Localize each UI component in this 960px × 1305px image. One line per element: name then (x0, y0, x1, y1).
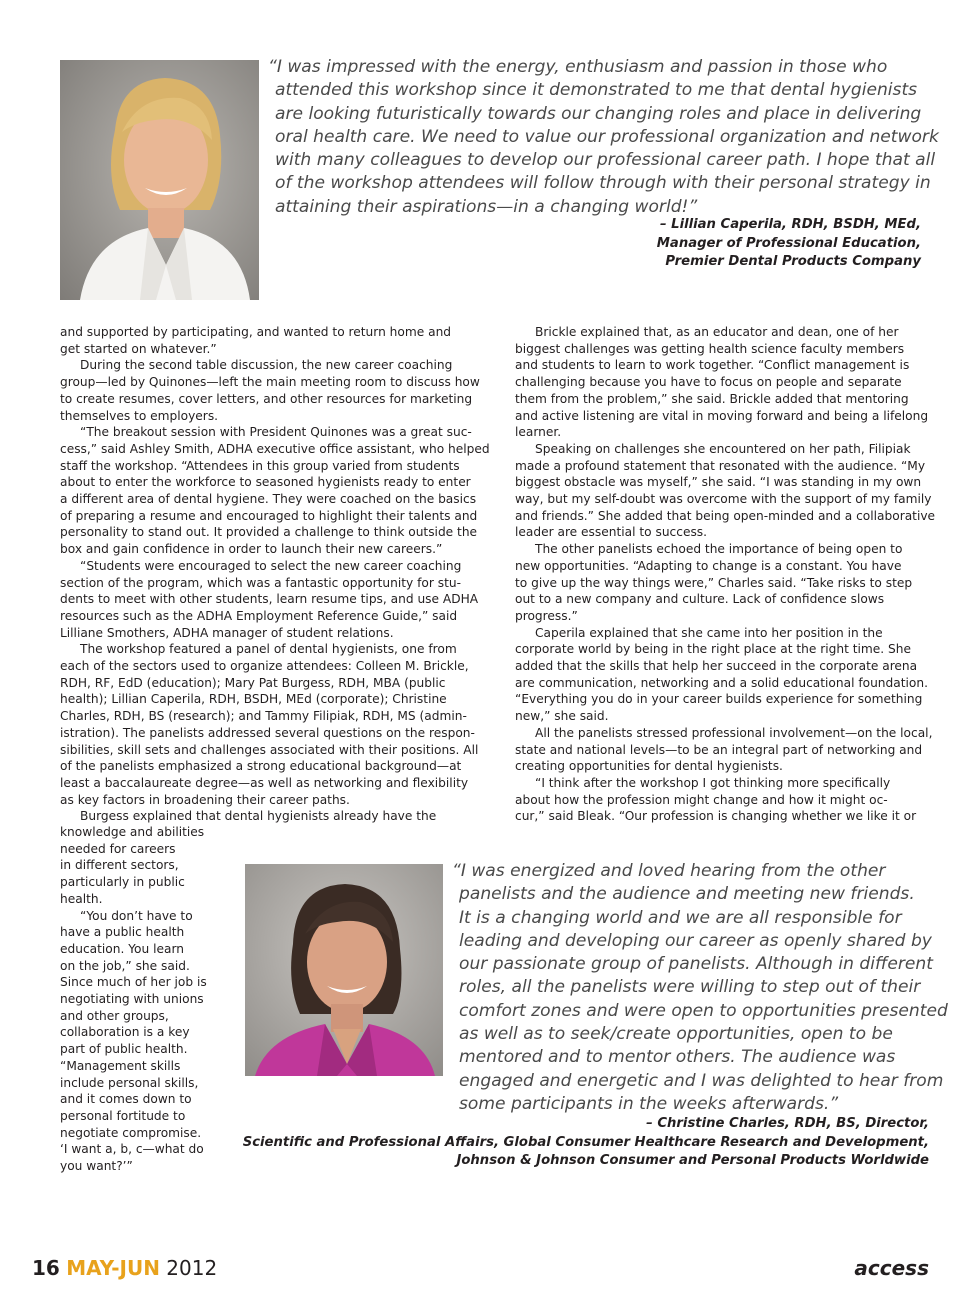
body-text-line: ‘I want a, b, c—what do (60, 1142, 204, 1157)
body-text-line: added that the skills that help her succeed in the corporate arena (515, 659, 918, 674)
body-text-line: negotiating with unions (60, 992, 204, 1007)
body-text-line: personality to stand out. It provided a challenge to think outside the (60, 525, 478, 540)
body-text-line: a different area of dental hygiene. They were coached on the basics (60, 492, 477, 507)
body-text-line: you want?’” (60, 1159, 133, 1174)
body-text-line: “The breakout session with President Quinones was a great suc- (80, 425, 472, 440)
body-text-line: progress.” (515, 608, 578, 623)
quote-line: attaining their aspirations—in a changing world!” (275, 196, 698, 217)
body-text-line: of preparing a resume and encouraged to highlight their talents and (60, 508, 478, 523)
body-text-line: collaboration is a key (60, 1025, 190, 1040)
body-text-line: health); Lillian Caperila, RDH, BSDH, MEd (corporate); Christine (60, 692, 447, 707)
body-text-line: are communication, networking and a solid educational foundation. (515, 675, 928, 690)
body-text-line: group—led by Quinones—left the main meeting room to discuss how (60, 375, 480, 390)
body-text-line: “Management skills (60, 1058, 181, 1073)
body-text-line: Speaking on challenges she encountered on her path, Filipiak (535, 441, 911, 456)
body-text-line: state and national levels—to be an integral part of networking and (515, 742, 923, 757)
quote-line: comfort zones and were open to opportunities presented (459, 1000, 948, 1021)
body-text-line: Charles, RDH, BS (research); and Tammy Filipiak, RDH, MS (admin- (60, 709, 467, 724)
body-text-line: biggest challenges was getting health science faculty members (515, 341, 905, 356)
body-text-line: and it comes down to (60, 1092, 192, 1107)
body-text-line: new,” she said. (515, 709, 609, 724)
body-text-line: and students to learn to work together. “Conflict management is (515, 358, 910, 373)
body-text-line: education. You learn (60, 941, 184, 956)
body-text-line: and supported by participating, and wanted to return home and (60, 325, 452, 339)
body-text-line: made a profound statement that resonated with the audience. “My (515, 458, 926, 473)
body-text-line: personal fortitude to (60, 1108, 186, 1123)
body-text-line: have a public health (60, 925, 185, 940)
body-text-line: in different sectors, (60, 858, 179, 873)
quote-line: with many colleagues to develop our professional career path. I hope that all (275, 150, 936, 171)
body-text-line: themselves to employers. (60, 408, 219, 423)
body-text-line: get started on whatever.” (60, 341, 217, 356)
quote-line: as well as to seek/create opportunities, open to be (459, 1024, 893, 1045)
attribution-line: Premier Dental Products Company (665, 254, 921, 270)
body-text-line: cur,” said Bleak. “Our profession is changing whether we like it or (515, 809, 917, 824)
portrait-photo-caperila (60, 60, 259, 300)
attribution-line: Manager of Professional Education, (656, 235, 921, 251)
quote-line: mentored and to mentor others. The audience was (459, 1047, 896, 1068)
body-text-line: to create resumes, cover letters, and other resources for marketing (60, 391, 473, 406)
portrait-charles-image (245, 864, 443, 1076)
quote-line: oral health care. We need to value our professional organization and network (275, 126, 939, 147)
pull-quote-charles (452, 860, 948, 1116)
body-text-line: knowledge and abilities (60, 825, 205, 839)
body-text-line: of the panelists emphasized a strong educational background—at (60, 759, 462, 774)
body-text-line: All the panelists stressed professional involvement—on the local, (535, 725, 933, 740)
quote-line: some participants in the weeks afterwards.” (459, 1093, 839, 1114)
body-text-line: RDH, RF, EdD (education); Mary Pat Burgess, RDH, MBA (public (60, 675, 446, 690)
body-text-line: section of the program, which was a fantastic opportunity for stu- (60, 575, 461, 590)
attribution-line: – Lillian Caperila, RDH, BSDH, MEd, (659, 217, 921, 232)
page-number: 16 (32, 1256, 60, 1280)
attribution-line: Scientific and Professional Affairs, Global Consumer Healthcare Research and Development, (242, 1134, 929, 1150)
quote-line: are looking futuristically towards our changing roles and place in delivering (275, 103, 922, 124)
body-text-line: Lilliane Smothers, ADHA manager of student relations. (60, 625, 394, 640)
body-text-line: The other panelists echoed the importance of being open to (535, 542, 903, 557)
body-text-line: health. (60, 891, 103, 906)
body-text-line: and friends.” She added that being open-minded and a collaborative (515, 508, 936, 523)
quote-line: leading and developing our career as openly shared by (459, 930, 932, 951)
body-text-line: resources such as the ADHA Employment Reference Guide,” said (60, 608, 458, 623)
body-text-line: out to a new company and culture. Lack of confidence slows (515, 592, 885, 607)
body-text-line: least a baccalaureate degree—as well as networking and flexibility (60, 775, 469, 790)
portrait-caperila-image (60, 60, 259, 300)
body-text-line: and active listening are vital in moving forward and being a lifelong (515, 408, 929, 423)
portrait-photo-charles (245, 864, 443, 1076)
body-text-line: about how the profession might change and how it might oc- (515, 792, 888, 807)
body-text-line: biggest obstacle was myself,” she said. “I was standing in my own (515, 475, 922, 490)
issue-month: MAY-JUN (66, 1256, 160, 1280)
quote-attribution-caperila (657, 216, 921, 272)
body-text-line: particularly in public (60, 875, 185, 890)
quote-line: of the workshop attendees will follow through with their personal strategy in (275, 173, 931, 194)
body-text-line: “Students were encouraged to select the new career coaching (80, 558, 462, 573)
body-text-line: sibilities, skill sets and challenges associated with their positions. All (60, 742, 479, 757)
body-text-line: as key factors in broadening their career paths. (60, 792, 350, 807)
body-text-line: each of the sectors used to organize attendees: Colleen M. Brickle, (60, 659, 469, 674)
attribution-line: Johnson & Johnson Consumer and Personal Products Worldwide (456, 1153, 929, 1169)
body-text-line: The workshop featured a panel of dental hygienists, one from (80, 642, 457, 657)
body-text-line: and other groups, (60, 1008, 169, 1023)
body-column-right (515, 324, 935, 825)
body-text-line: about to enter the workforce to seasoned hygienists ready to enter (60, 475, 471, 490)
quote-attribution-charles (243, 1115, 929, 1171)
body-text-line: leader are essential to success. (515, 525, 708, 540)
pull-quote-caperila (268, 56, 939, 219)
body-text-line: negotiate compromise. (60, 1125, 202, 1140)
quote-line: engaged and energetic and I was delighted to hear from (459, 1070, 944, 1091)
attribution-line: – Christine Charles, RDH, BS, Director, (646, 1116, 929, 1131)
quote-line: attended this workshop since it demonstrated to me that dental hygienists (275, 80, 918, 101)
body-text-line: Caperila explained that she came into her position in the (535, 625, 883, 640)
body-text-line: box and gain confidence in order to launch their new careers.” (60, 542, 443, 557)
body-text-line: Brickle explained that, as an educator and dean, one of her (535, 325, 899, 339)
page-folio (32, 1256, 217, 1280)
body-text-line: on the job,” she said. (60, 958, 190, 973)
body-text-line: new opportunities. “Adapting to change is a constant. You have (515, 558, 902, 573)
body-text-line: staff the workshop. “Attendees in this group varied from students (60, 458, 460, 473)
quote-line: our passionate group of panelists. Although in different (459, 954, 933, 975)
body-text-line: creating opportunities for dental hygienists. (515, 759, 783, 774)
quote-line: “I was energized and loved hearing from the other (452, 861, 886, 881)
body-text-line: to give up the way things were,” Charles said. “Take risks to step (515, 575, 913, 590)
body-column-left-wrap (60, 824, 230, 1175)
body-text-line: During the second table discussion, the new career coaching (80, 358, 453, 373)
quote-line: “I was impressed with the energy, enthusiasm and passion in those who (268, 57, 888, 77)
body-text-line: istration). The panelists addressed several questions on the respon- (60, 725, 475, 740)
body-text-line: them from the problem,” she said. Brickle added that mentoring (515, 391, 909, 406)
body-column-left (60, 324, 490, 825)
body-text-line: way, but my self-doubt was overcome with the support of my family (515, 492, 932, 507)
body-text-line: corporate world by being in the right place at the right time. She (515, 642, 911, 657)
body-text-line: “I think after the workshop I got thinking more specifically (535, 775, 891, 790)
body-text-line: “You don’t have to (80, 908, 193, 923)
body-text-line: dents to meet with other students, learn resume tips, and use ADHA (60, 592, 479, 607)
body-text-line: challenging because you have to focus on people and separate (515, 375, 902, 390)
body-text-line: “Everything you do in your career builds experience for something (515, 692, 923, 707)
issue-year: 2012 (166, 1256, 218, 1280)
quote-line: It is a changing world and we are all responsible for (459, 907, 902, 928)
body-text-line: cess,” said Ashley Smith, ADHA executive office assistant, who helped (60, 441, 490, 456)
body-text-line: include personal skills, (60, 1075, 199, 1090)
body-text-line: part of public health. (60, 1042, 188, 1057)
body-text-line: Since much of her job is (60, 975, 207, 990)
body-text-line: needed for careers (60, 841, 176, 856)
magazine-brand: access (854, 1256, 929, 1280)
quote-line: roles, all the panelists were willing to step out of their (459, 977, 921, 998)
quote-line: panelists and the audience and meeting new friends. (459, 884, 915, 905)
body-text-line: Burgess explained that dental hygienists already have the (80, 809, 437, 824)
body-text-line: learner. (515, 425, 562, 440)
